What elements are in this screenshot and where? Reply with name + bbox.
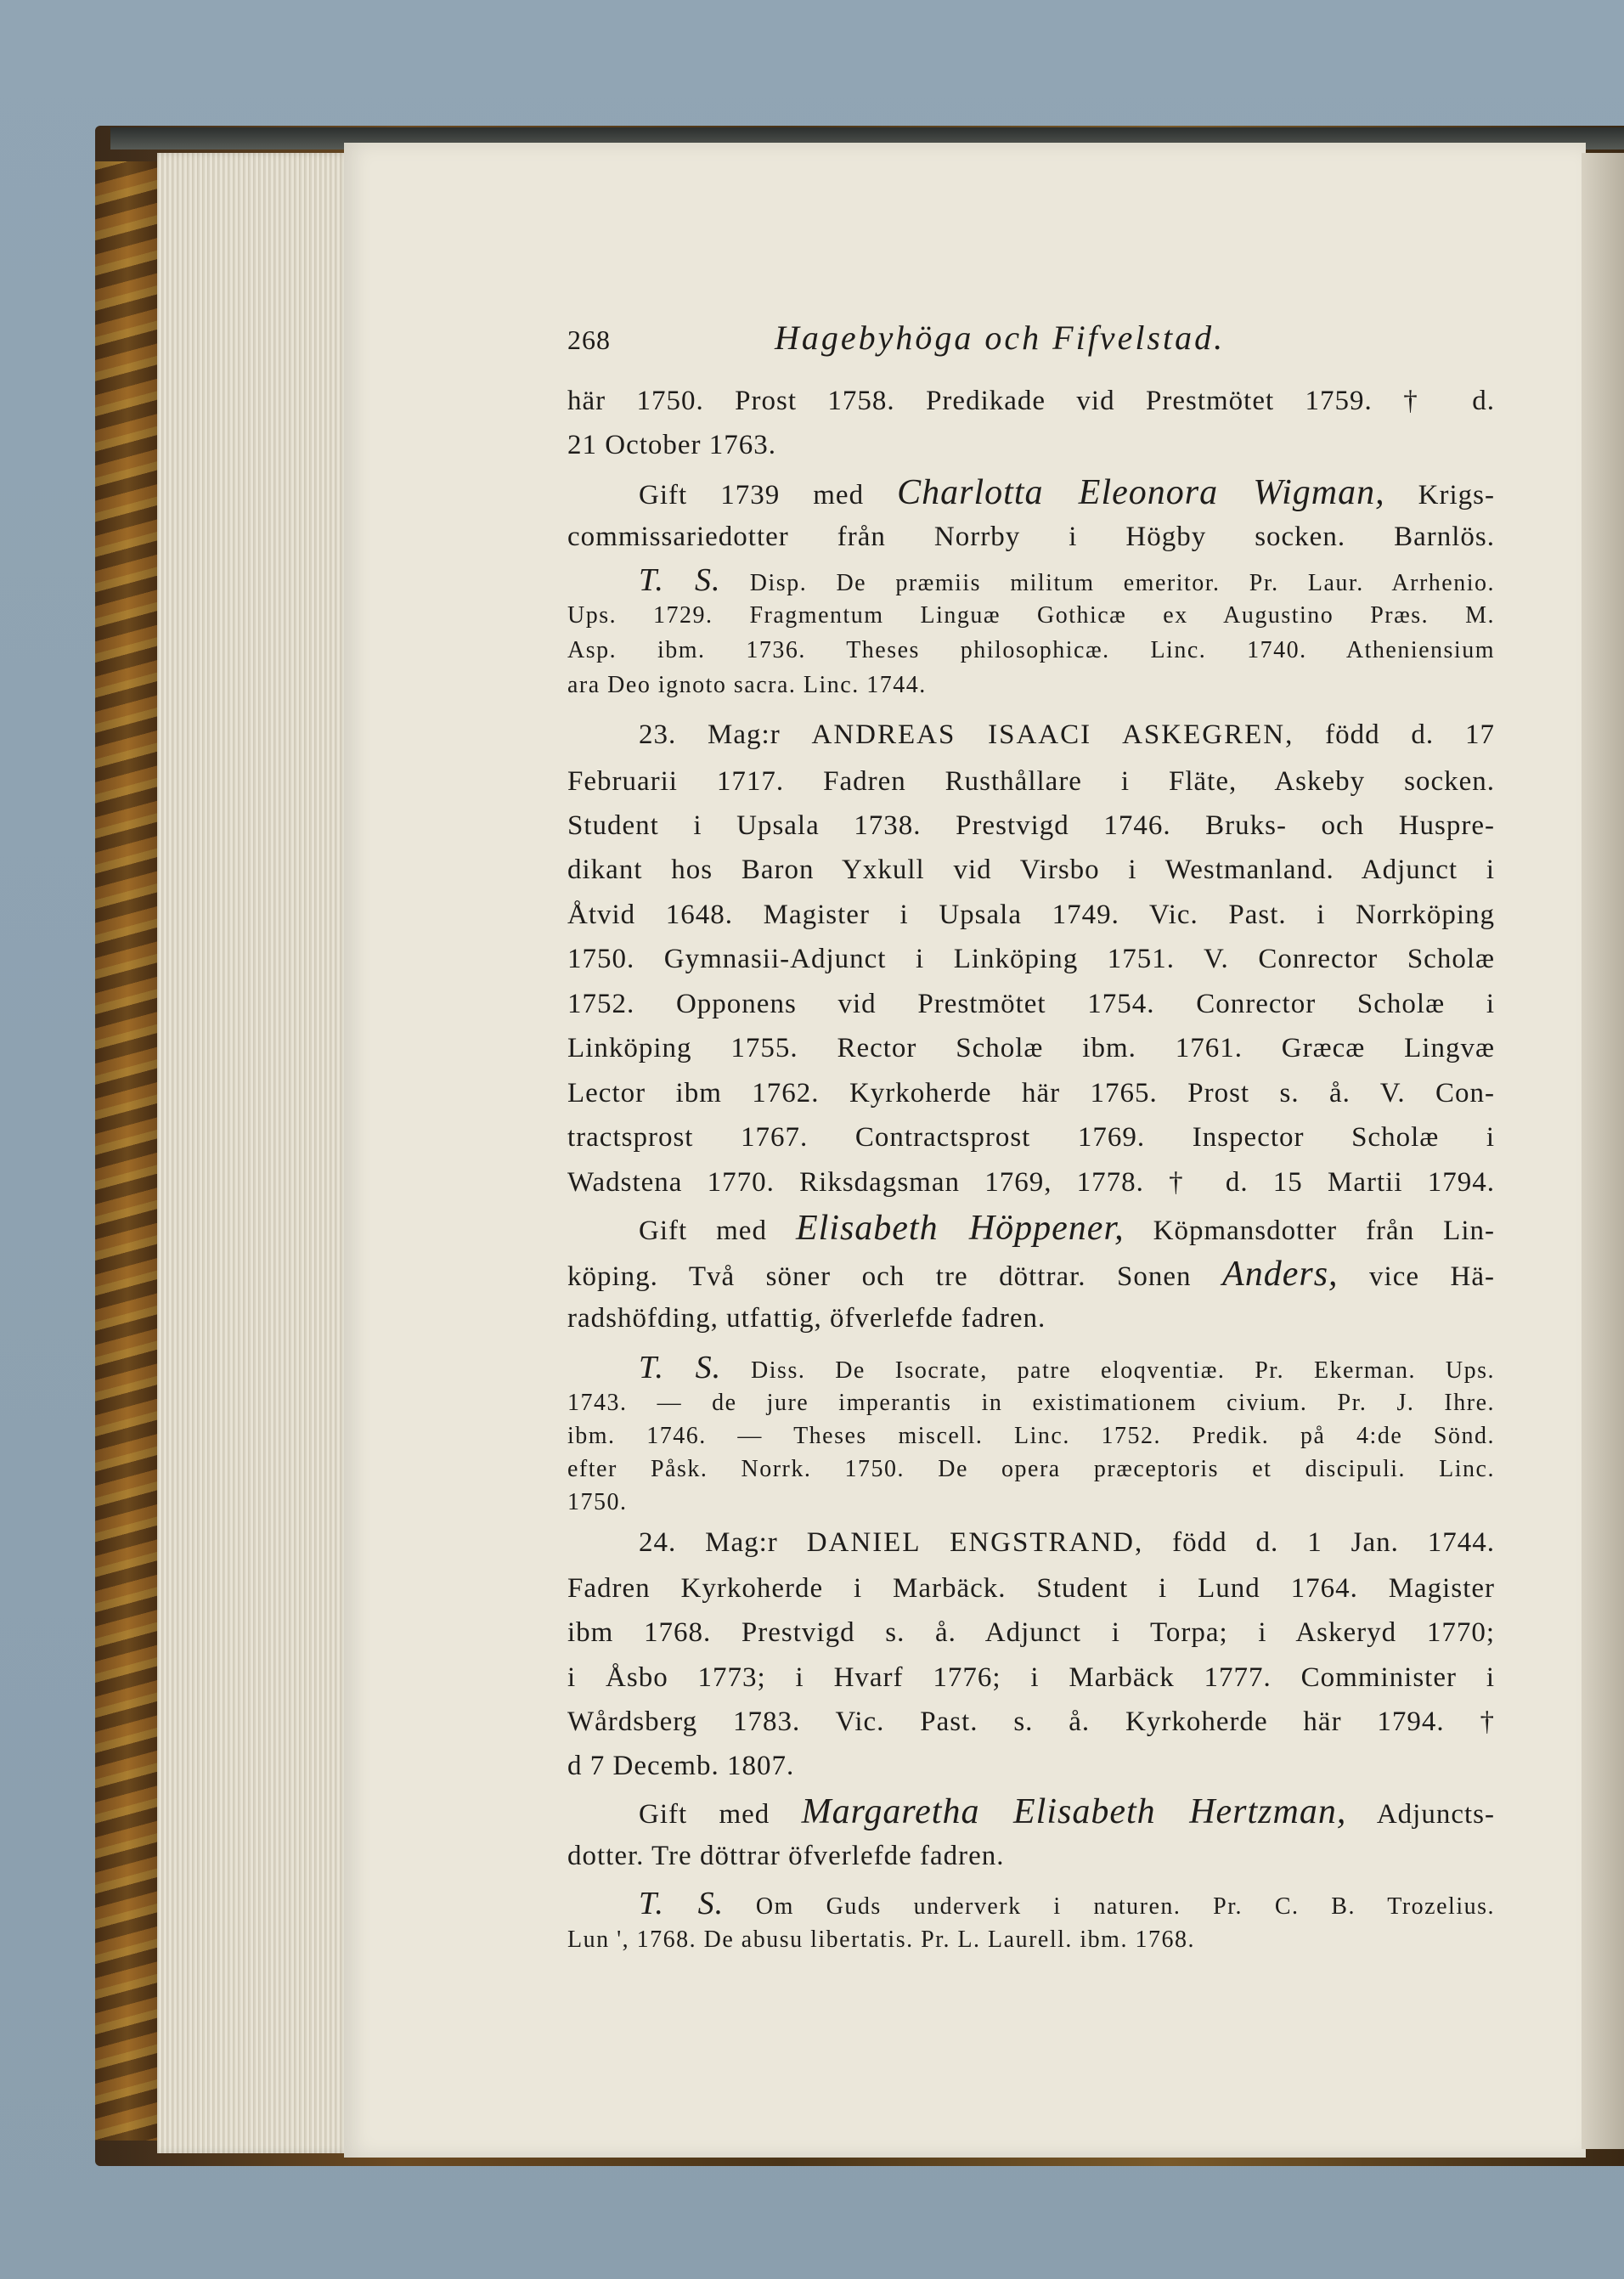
text-line: i Åsbo 1773; i Hvarf 1776; i Marbäck 1777. Comminister i <box>567 1662 1495 1693</box>
text-line: Lun ', 1768. De abusu libertatis. Pr. L. Laurell. ibm. 1768. <box>567 1926 1195 1953</box>
text-line: 1750. Gymnasii-Adjunct i Linköping 1751. V. Conrector Scholæ <box>567 944 1495 974</box>
text-line: ibm. 1746. — Theses miscell. Linc. 1752. Predik. på 4:de Sönd. <box>567 1423 1495 1449</box>
marbled-cover-edge <box>95 161 160 2141</box>
text-line: Februarii 1717. Fadren Rusthållare i Fläte, Askeby socken. <box>567 766 1495 797</box>
text-line: här 1750. Prost 1758. Predikade vid Prestmötet 1759. † d. <box>567 386 1495 416</box>
person-name: ANDREAS ISAACI ASKEGREN, <box>811 719 1294 750</box>
running-title: Hagebyhöga och Fifvelstad. <box>775 319 1226 357</box>
entry-heading: 24. Mag:r DANIEL ENGSTRAND, född d. 1 Jan. 1744. <box>639 1527 1495 1558</box>
text-line: Fadren Kyrkoherde i Marbäck. Student i Lund 1764. Magister <box>567 1573 1495 1604</box>
text-line: commissariedotter från Norrby i Högby socken. Barnlös. <box>567 522 1495 552</box>
text-line: Gift 1739 med Charlotta Eleonora Wigman, Krigs- <box>639 473 1495 512</box>
text-line: ara Deo ignoto sacra. Linc. 1744. <box>567 672 927 698</box>
text-line: T. S. Om Guds underverk i naturen. Pr. C. B. Trozelius. <box>639 1886 1495 1921</box>
text-line: Åtvid 1648. Magister i Upsala 1749. Vic. Past. i Norrköping <box>567 900 1495 930</box>
text-line: d 7 Decemb. 1807. <box>567 1751 795 1781</box>
entry-heading: 23. Mag:r ANDREAS ISAACI ASKEGREN, född d. 17 <box>639 719 1495 750</box>
text-line: 1750. <box>567 1489 628 1515</box>
text-line: Linköping 1755. Rector Scholæ ibm. 1761. Græcæ Lingvæ <box>567 1033 1495 1063</box>
ts-label: T. S. <box>639 1350 722 1385</box>
text-line: Wadstena 1770. Riksdagsman 1769, 1778. † d. 15 Martii 1794. <box>567 1167 1495 1198</box>
text-line: Asp. ibm. 1736. Theses philosophicæ. Linc. 1740. Atheniensium <box>567 637 1495 663</box>
text-line: Ups. 1729. Fragmentum Linguæ Gothicæ ex Augustino Præs. M. <box>567 602 1495 629</box>
spouse-name: Margaretha Elisabeth Hertzman, <box>801 1792 1347 1831</box>
text-line: dikant hos Baron Yxkull vid Virsbo i Westmanland. Adjunct i <box>567 855 1495 885</box>
text-line: köping. Två söner och tre döttrar. Sonen Anders, vice Hä- <box>567 1255 1496 1294</box>
running-header <box>567 318 1495 369</box>
spouse-name: Charlotta Eleonora Wigman, <box>897 473 1385 512</box>
text-line: efter Påsk. Norrk. 1750. De opera præceptoris et discipuli. Linc. <box>567 1456 1495 1482</box>
person-name: DANIEL ENGSTRAND, <box>806 1527 1144 1558</box>
page-block-edges <box>157 153 352 2153</box>
page-number: 268 <box>567 324 611 355</box>
text-line: Gift med Elisabeth Höppener, Köpmansdotter från Lin- <box>639 1209 1495 1248</box>
text-line: 1743. — de jure imperantis in existimationem civium. Pr. J. Ihre. <box>567 1390 1495 1416</box>
text-line: Student i Upsala 1738. Prestvigd 1746. Bruks- och Huspre- <box>567 810 1495 841</box>
son-name: Anders, <box>1222 1255 1339 1294</box>
text-line: T. S. Disp. De præmiis militum emeritor. Pr. Laur. Arrhenio. <box>639 562 1495 598</box>
text-line: dotter. Tre döttrar öfverlefde fadren. <box>567 1841 1005 1871</box>
text-line: 1752. Opponens vid Prestmötet 1754. Conrector Scholæ i <box>567 989 1495 1019</box>
text-line: 21 October 1763. <box>567 430 777 460</box>
text-line: tractsprost 1767. Contractsprost 1769. Inspector Scholæ i <box>567 1122 1495 1153</box>
text-line: Gift med Margaretha Elisabeth Hertzman, Adjuncts- <box>639 1792 1495 1831</box>
text-line: ibm 1768. Prestvigd s. å. Adjunct i Torpa; i Askeryd 1770; <box>567 1617 1495 1648</box>
facing-page-edge <box>1582 153 1624 2149</box>
text-line: Wårdsberg 1783. Vic. Past. s. å. Kyrkoherde här 1794. † <box>567 1706 1495 1737</box>
text-line: radshöfding, utfattig, öfverlefde fadren. <box>567 1303 1046 1334</box>
text-line: T. S. Diss. De Isocrate, patre eloqventiæ. Pr. Ekerman. Ups. <box>639 1350 1495 1385</box>
spouse-name: Elisabeth Höppener, <box>795 1209 1125 1248</box>
ts-label: T. S. <box>639 1886 725 1921</box>
ts-label: T. S. <box>639 562 721 598</box>
text-line: Lector ibm 1762. Kyrkoherde här 1765. Prost s. å. V. Con- <box>567 1078 1495 1108</box>
